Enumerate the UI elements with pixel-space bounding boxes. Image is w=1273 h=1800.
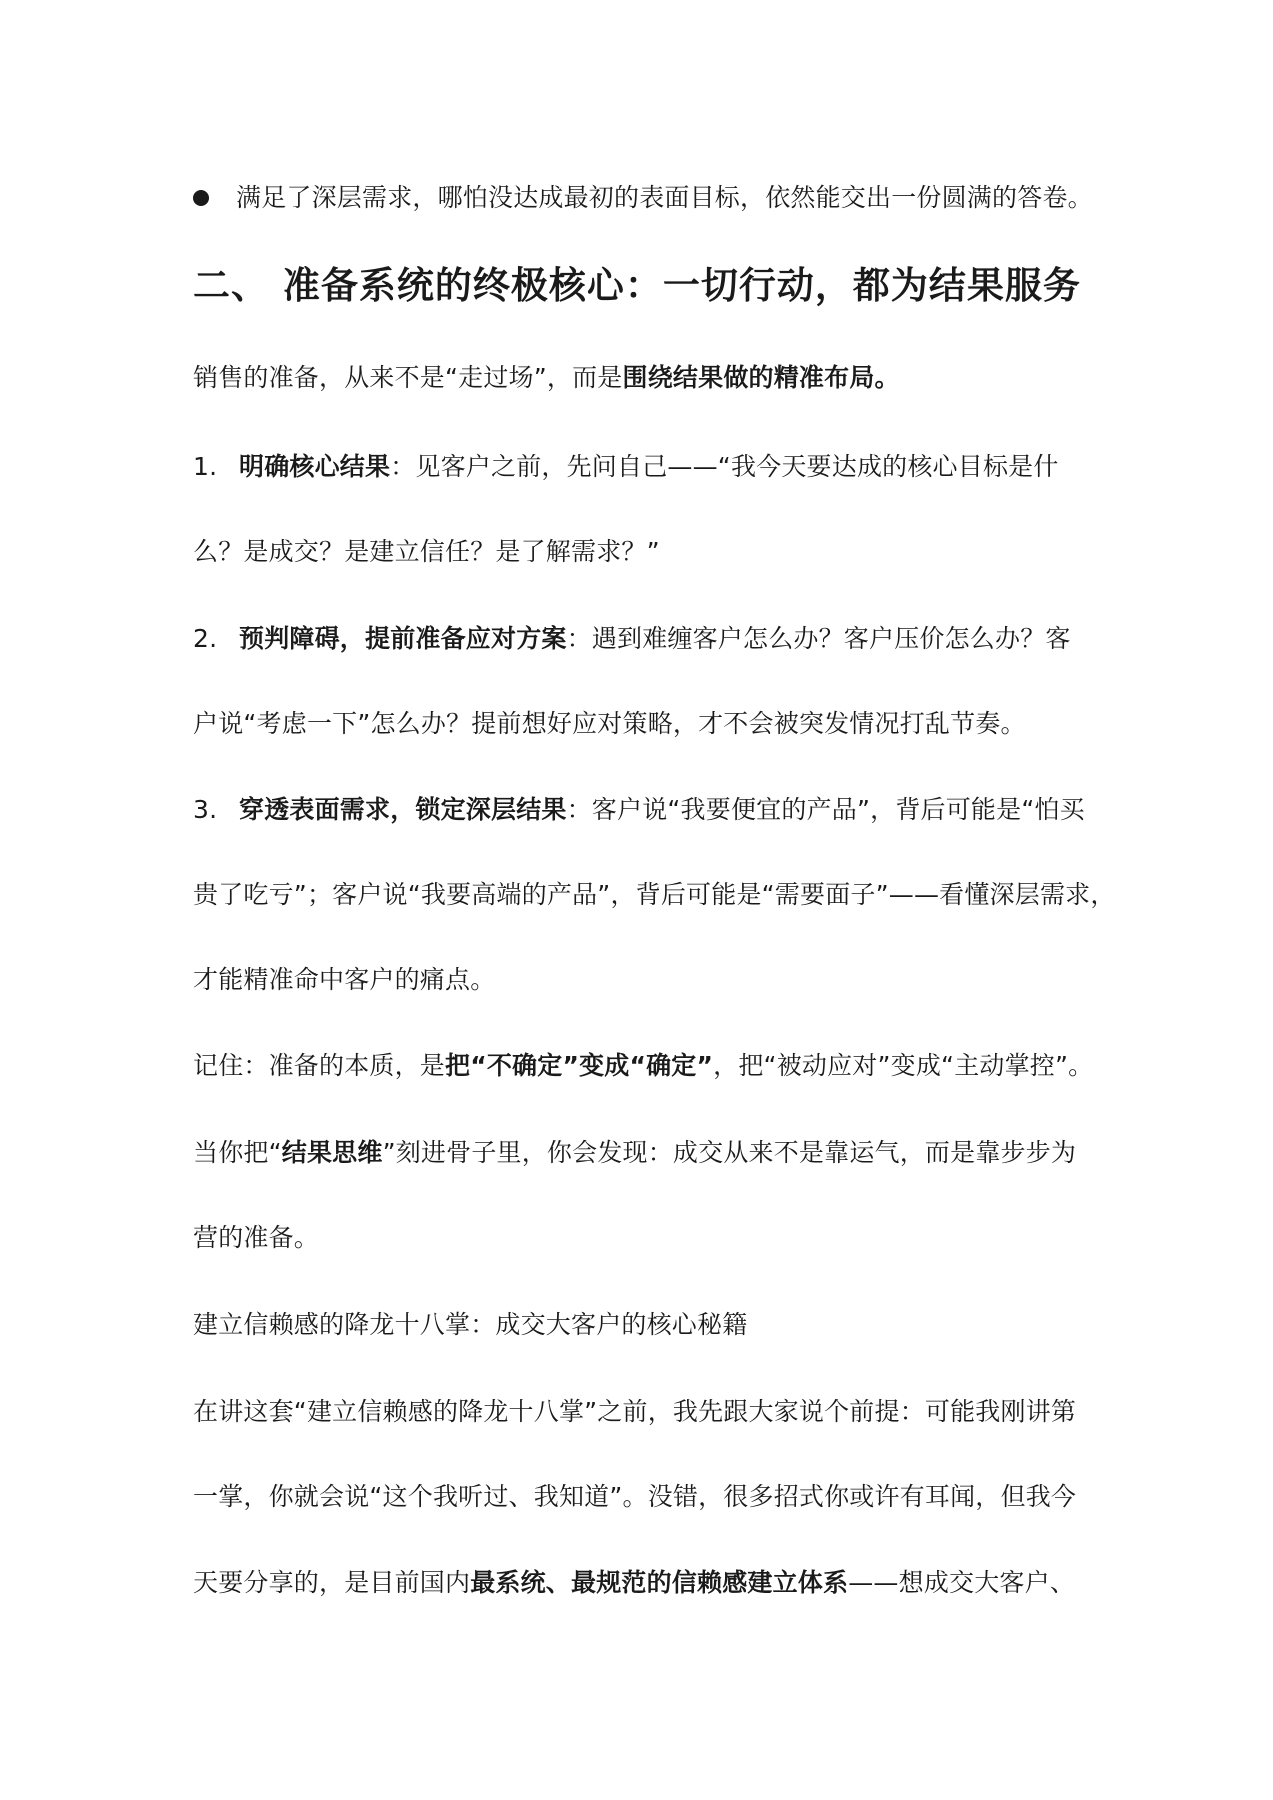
remember-paragraph — [193, 1049, 1093, 1083]
list-item-3-continuation-2: 才能精准命中客户的痛点。 — [193, 965, 496, 994]
list-item-text: ：见客户之前，先问自己——“我今天要达成的核心目标是什 — [390, 452, 1059, 481]
list-item-1-continuation: 么？是成交？是建立信任？是了解需求？” — [193, 537, 660, 566]
bullet-text: 满足了深层需求，哪怕没达成最初的表面目标，依然能交出一份圆满的答卷。 — [236, 183, 1093, 212]
mindset-continuation: 营的准备。 — [193, 1223, 320, 1252]
paragraph-line-1: 在讲这套“建立信赖感的降龙十八掌”之前，我先跟大家说个前提：可能我刚讲第 — [193, 1397, 1077, 1426]
intro-text: 销售的准备，从来不是“走过场”，而是 — [193, 363, 623, 392]
list-item-number: 2. — [193, 624, 218, 653]
list-item-bold: 穿透表面需求，锁定深层结果 — [239, 795, 567, 824]
paragraph-bold: 最系统、最规范的信赖感建立体系 — [470, 1568, 849, 1597]
list-item-1 — [193, 450, 1059, 484]
intro-bold: 围绕结果做的精准布局。 — [622, 363, 900, 392]
paragraph-text: 天要分享的，是目前国内 — [193, 1568, 471, 1597]
list-item-2-continuation: 户说“考虑一下”怎么办？提前想好应对策略，才不会被突发情况打乱节奏。 — [193, 709, 1026, 738]
list-item-text: ：客户说“我要便宜的产品”，背后可能是“怕买 — [566, 795, 1085, 824]
mindset-text-end: ”刻进骨子里，你会发现：成交从来不是靠运气，而是靠步步为 — [382, 1138, 1077, 1167]
list-item-number: 1. — [193, 452, 218, 481]
intro-paragraph — [193, 361, 900, 395]
list-item-bold: 预判障碍，提前准备应对方案 — [239, 624, 567, 653]
list-item-3 — [193, 793, 1085, 827]
remember-text-end: ，把“被动应对”变成“主动掌控”。 — [713, 1051, 1094, 1080]
remember-bold: 把“不确定”变成“确定” — [445, 1051, 714, 1080]
list-item-number: 3. — [193, 795, 218, 824]
mindset-paragraph — [193, 1136, 1076, 1170]
mindset-bold: 结果思维 — [281, 1138, 383, 1167]
bullet-dot-icon — [193, 190, 209, 206]
list-item-text: ：遇到难缠客户怎么办？客户压价怎么办？客 — [566, 624, 1071, 653]
list-item-bold: 明确核心结果 — [239, 452, 391, 481]
list-item-3-continuation: 贵了吃亏”；客户说“我要高端的产品”，背后可能是“需要面子”——看懂深层需求， — [193, 880, 1116, 909]
remember-text: 记住：准备的本质，是 — [193, 1051, 446, 1080]
paragraph-text-end: ——想成交大客户、 — [848, 1568, 1076, 1597]
list-item-2 — [193, 622, 1071, 656]
mindset-text: 当你把“ — [193, 1138, 282, 1167]
section-heading: 二、 准备系统的终极核心：一切行动，都为结果服务 — [193, 264, 1081, 307]
paragraph-line-2: 一掌，你就会说“这个我听过、我知道”。没错，很多招式你或许有耳闻，但我今 — [193, 1482, 1077, 1511]
subsection-title: 建立信赖感的降龙十八掌：成交大客户的核心秘籍 — [193, 1310, 748, 1339]
paragraph-line-3 — [193, 1566, 1075, 1600]
